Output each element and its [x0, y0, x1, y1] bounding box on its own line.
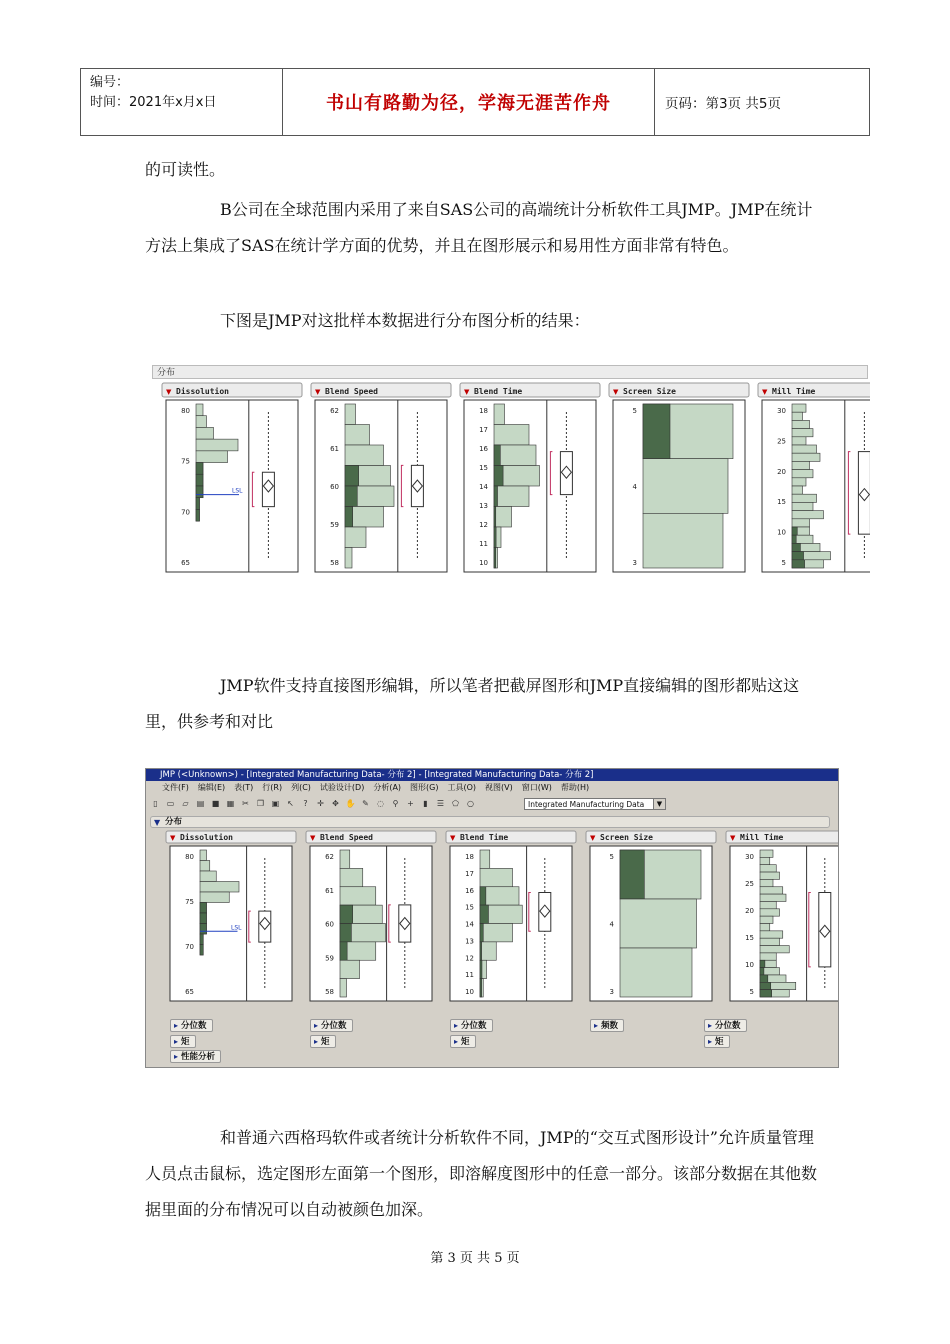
histogram-bar	[643, 513, 723, 568]
axis-tick-label: 13	[479, 502, 488, 510]
axis-tick-label: 5	[749, 988, 754, 996]
histogram-bar	[480, 924, 513, 942]
help-icon[interactable]: ?	[303, 798, 308, 808]
histogram-bar	[792, 445, 817, 453]
axis-tick-label: 12	[465, 954, 474, 963]
disclosure-icon-0: ▼	[166, 388, 172, 396]
panel-title-0: Dissolution	[180, 833, 233, 842]
frequencies-link[interactable]: ▸ 频数	[590, 1019, 624, 1032]
histogram-bar	[200, 892, 229, 903]
axis-tick-label: 15	[479, 464, 488, 472]
disclosure-icon-3: ▼	[613, 388, 619, 396]
selected-bar	[480, 924, 483, 942]
selected-bar	[200, 934, 203, 945]
histogram-bar	[345, 527, 366, 548]
time-label: 时间：2021年x月x日	[90, 95, 217, 110]
panel-title-3: Screen Size	[600, 833, 653, 842]
selected-bar	[792, 552, 804, 560]
axis-tick-label: 25	[745, 880, 754, 888]
histogram-bar	[792, 453, 820, 461]
axis-tick-label: 14	[465, 920, 474, 929]
histogram-bar	[760, 865, 776, 872]
selected-bar	[196, 509, 200, 521]
section-bar: 分布	[152, 365, 868, 379]
copy-icon[interactable]: ❐	[256, 798, 265, 808]
panel-title-3: Screen Size	[623, 387, 676, 396]
selected-bar	[480, 979, 482, 997]
histogram-bar	[340, 887, 376, 905]
paragraph-4: JMP软件支持直接图形编辑，所以笔者把截屏图形和JMP直接编辑的图形都贴这这里，供参考和对比	[145, 676, 800, 731]
histogram-bar	[345, 404, 356, 425]
axis-tick-label: 14	[479, 483, 488, 491]
histogram-bar	[792, 404, 806, 412]
selected-bar	[480, 960, 482, 978]
histogram-bar	[340, 979, 347, 997]
panel-title-2: Blend Time	[460, 833, 509, 842]
disclosure-icon-1: ▼	[315, 388, 321, 396]
axis-tick-label: 3	[632, 559, 637, 567]
axis-tick-label: 16	[479, 445, 488, 453]
chevron-down-icon[interactable]: ▼	[653, 799, 665, 809]
moments-link-3[interactable]: ▸ 矩	[450, 1035, 476, 1048]
selected-bar	[494, 507, 496, 528]
selected-bar	[760, 990, 772, 997]
histogram-bar	[792, 429, 813, 437]
distribution-plots-1	[150, 365, 870, 580]
panel-title-4: Mill Time	[772, 387, 816, 396]
axis-tick-label: 4	[632, 483, 637, 491]
axis-tick-label: 60	[330, 483, 339, 491]
histogram-bar	[200, 850, 207, 861]
selected-bar	[200, 945, 203, 956]
histogram-bar	[196, 427, 214, 439]
selected-bar	[345, 507, 353, 528]
selected-bar	[200, 924, 207, 935]
data-table-select[interactable]: Integrated Manufacturing Data ▼	[524, 798, 666, 810]
histogram-bar	[760, 850, 773, 857]
axis-tick-label: 3	[609, 988, 614, 996]
histogram-bar	[200, 871, 216, 882]
lsl-label: LSL	[231, 924, 242, 932]
selected-bar	[760, 968, 764, 975]
histogram-bar	[760, 931, 783, 938]
selected-bar	[494, 527, 496, 548]
panel-title-1: Blend Speed	[325, 387, 378, 396]
window-title: JMP (<Unknown>) - [Integrated Manufacturing Data- 分布 2] - [Integrated Manufacturing Data- 分布 2]	[146, 769, 838, 781]
menu-tools[interactable]: 工具(O)	[447, 783, 477, 792]
moments-link-1[interactable]: ▸ 矩	[170, 1035, 196, 1048]
selected-bar	[792, 543, 800, 551]
paragraph-3: 下图是JMP对这批样本数据进行分布图分析的结果：	[220, 311, 590, 330]
selected-bar	[494, 466, 503, 487]
selected-bar	[792, 560, 805, 568]
axis-tick-label: 59	[330, 521, 339, 529]
histogram-bar	[760, 901, 776, 908]
selected-bar	[620, 850, 644, 899]
selected-bar	[480, 905, 488, 923]
axis-tick-label: 5	[781, 559, 786, 567]
axis-tick-label: 16	[465, 886, 474, 895]
moments-link-2[interactable]: ▸ 矩	[310, 1035, 336, 1048]
histogram-bar	[792, 470, 813, 478]
panel-title-1: Blend Speed	[320, 833, 373, 842]
document-header	[80, 68, 870, 136]
menu-file[interactable]: 文件(F)	[162, 783, 189, 792]
axis-tick-label: 65	[185, 988, 194, 996]
menu-cols[interactable]: 列(C)	[291, 783, 311, 792]
page-info: 页码：第3页 共5页	[665, 96, 781, 112]
histogram-bar	[760, 916, 773, 923]
histogram-bar	[792, 502, 813, 510]
axis-tick-label: 30	[745, 853, 754, 861]
axis-tick-label: 20	[777, 467, 786, 476]
selected-bar	[345, 466, 359, 487]
paragraph-5: 和普通六西格玛软件或者统计分析软件不同，JMP的“交互式图形设计”允许质量管理人员点击鼠标，选定图形左面第一个图形，即溶解度图形中的任意一部分。该部分数据在其他数据里面的分布情况可以自动被颜色加深。	[145, 1128, 818, 1219]
histogram-bar	[760, 857, 770, 864]
jmp-window-screenshot	[145, 768, 839, 1068]
histogram-bar	[760, 909, 780, 916]
histogram-bar	[760, 887, 783, 894]
selected-bar	[200, 903, 207, 914]
capability-link[interactable]: ▸ 性能分析	[170, 1050, 221, 1063]
polygon-icon[interactable]: ⬠	[452, 798, 459, 808]
selected-bar	[200, 913, 207, 924]
axis-tick-label: 17	[479, 426, 488, 434]
selected-bar	[345, 486, 357, 507]
axis-tick-label: 15	[465, 903, 474, 912]
selected-bar	[480, 942, 482, 960]
crosshair-icon[interactable]: ✛	[317, 798, 324, 808]
axis-tick-label: 10	[479, 559, 488, 567]
move-icon[interactable]: ✥	[332, 798, 339, 808]
axis-tick-label: 59	[325, 954, 334, 963]
axis-tick-label: 62	[330, 407, 339, 415]
histogram-bar	[792, 412, 803, 420]
histogram-bar	[792, 519, 810, 527]
box-plot	[259, 911, 271, 942]
histogram-bar	[760, 953, 776, 960]
menu-table[interactable]: 表(T)	[234, 783, 254, 792]
selected-bar	[792, 527, 797, 535]
selected-bar	[760, 975, 768, 982]
menu-doe[interactable]: 试验设计(D)	[319, 783, 365, 792]
panel-title-2: Blend Time	[474, 387, 523, 396]
zoom-icon[interactable]: ⚲	[392, 798, 399, 808]
axis-tick-label: 60	[325, 920, 334, 929]
axis-tick-label: 75	[185, 898, 194, 906]
panel-title-4: Mill Time	[740, 833, 784, 842]
histogram-bar	[760, 946, 789, 953]
histogram-bar	[345, 425, 370, 446]
disclosure-icon-3: ▼	[590, 834, 596, 842]
new-table-icon[interactable]: ▭	[166, 798, 175, 808]
axis-tick-label: 15	[777, 498, 786, 507]
histogram-bar	[792, 511, 824, 519]
arrow-icon[interactable]: ↖	[287, 798, 294, 808]
histogram-bar	[200, 861, 210, 872]
axis-tick-label: 13	[465, 937, 474, 946]
histogram-bar	[792, 494, 817, 502]
selected-bar	[196, 463, 203, 475]
axis-tick-label: 15	[745, 934, 754, 942]
histogram-bar	[760, 894, 786, 901]
selected-bar	[196, 486, 203, 498]
axis-tick-label: 10	[777, 528, 786, 537]
axis-tick-label: 80	[181, 407, 190, 415]
list-icon[interactable]: ☰	[436, 798, 445, 808]
axis-tick-label: 70	[185, 943, 194, 951]
axis-tick-label: 65	[181, 559, 190, 567]
axis-tick-label: 10	[745, 961, 754, 969]
histogram-bar	[494, 425, 529, 446]
histogram-bar	[340, 960, 360, 978]
histogram-bar	[345, 445, 384, 466]
axis-tick-label: 62	[325, 853, 334, 861]
axis-tick-label: 61	[330, 445, 339, 453]
selected-bar	[643, 404, 670, 459]
lasso-icon[interactable]: ◌	[377, 798, 384, 808]
axis-tick-label: 75	[181, 457, 190, 466]
quantiles-link-3[interactable]: ▸ 分位数	[450, 1019, 493, 1032]
histogram-bar	[494, 486, 529, 507]
axis-tick-label: 58	[325, 988, 334, 996]
histogram-bar	[480, 868, 513, 886]
histogram-bar	[196, 451, 228, 463]
histogram-bar	[345, 548, 352, 569]
header-left-cell	[81, 69, 283, 135]
import-icon[interactable]: ▤	[196, 798, 205, 808]
disclosure-icon-4: ▼	[730, 834, 736, 842]
histogram-bar	[196, 439, 238, 451]
selected-bar	[494, 445, 500, 466]
menu-graph[interactable]: 图形(G)	[410, 783, 439, 792]
histogram-bar	[340, 868, 363, 886]
section-header[interactable]: ▼ 分布	[150, 816, 830, 828]
menu-edit[interactable]: 编辑(E)	[197, 783, 226, 792]
disclosure-icon-2: ▼	[464, 388, 470, 396]
quantiles-link-2[interactable]: ▸ 分位数	[310, 1019, 353, 1032]
selected-bar	[494, 548, 496, 569]
histogram-bar	[340, 850, 350, 868]
plot-frame-0	[166, 400, 298, 572]
disclosure-icon-0: ▼	[170, 834, 176, 842]
number-label: 编号：	[90, 75, 130, 90]
histogram-bar	[792, 420, 810, 428]
disclosure-icon-4: ▼	[762, 388, 768, 396]
axis-tick-label: 10	[465, 988, 474, 996]
axis-tick-label: 18	[479, 407, 488, 415]
selected-bar	[340, 905, 353, 923]
axis-tick-label: 61	[325, 886, 334, 895]
disclosure-icon-2: ▼	[450, 834, 456, 842]
brush-icon[interactable]: ✎	[362, 798, 369, 808]
histogram-bar	[620, 899, 697, 948]
histogram-bar	[494, 404, 505, 425]
annotate-icon[interactable]: ▮	[423, 798, 428, 808]
axis-tick-label: 18	[465, 853, 474, 861]
circle-icon[interactable]: ○	[467, 798, 474, 808]
histogram-bar	[196, 404, 203, 416]
histogram-bar	[480, 850, 490, 868]
axis-tick-label: 12	[479, 521, 488, 529]
selected-bar	[340, 942, 347, 960]
moments-link-5[interactable]: ▸ 矩	[704, 1035, 730, 1048]
menu-rows[interactable]: 行(R)	[262, 783, 283, 792]
histogram-bar	[196, 416, 207, 428]
hand-icon[interactable]: ✋	[345, 798, 356, 808]
histogram-bar	[792, 478, 806, 486]
disclosure-icon-1: ▼	[310, 834, 316, 842]
quantiles-link-5[interactable]: ▸ 分位数	[704, 1019, 747, 1032]
menu-help[interactable]: 帮助(H)	[560, 783, 590, 792]
selected-bar	[792, 535, 796, 543]
histogram-bar	[200, 882, 239, 893]
axis-tick-label: 20	[745, 907, 754, 915]
lsl-label: LSL	[232, 487, 243, 495]
quantiles-link-1[interactable]: ▸ 分位数	[170, 1019, 213, 1032]
histogram-bar	[620, 948, 692, 997]
axis-tick-label: 11	[465, 971, 474, 980]
motto: 书山有路勤为径，学海无涯苦作舟	[283, 69, 655, 135]
paragraph-1: 的可读性。	[145, 160, 226, 179]
axis-tick-label: 80	[185, 853, 194, 861]
axis-tick-label: 5	[632, 407, 637, 415]
histogram-bar	[792, 437, 806, 445]
axis-tick-label: 70	[181, 508, 190, 517]
page-footer: 第 3 页 共 5 页	[430, 1251, 520, 1266]
selected-bar	[760, 960, 765, 967]
box-plot	[411, 465, 423, 506]
menu-view[interactable]: 视图(V)	[485, 783, 513, 792]
histogram-bar	[494, 507, 512, 528]
histogram-bar	[760, 938, 780, 945]
box-plot	[262, 472, 274, 506]
axis-tick-label: 58	[330, 559, 339, 567]
axis-tick-label: 25	[777, 437, 786, 446]
plus-icon[interactable]: +	[407, 798, 414, 808]
paste-icon[interactable]: ▣	[271, 798, 280, 808]
save-icon[interactable]: ■	[211, 798, 220, 808]
menu-analyze[interactable]: 分析(A)	[373, 783, 402, 792]
histogram-bar	[760, 924, 770, 931]
histogram-bar	[760, 879, 773, 886]
histogram-bar	[792, 486, 803, 494]
axis-tick-label: 5	[609, 853, 614, 861]
axis-tick-label: 11	[479, 540, 488, 548]
distribution-figure-1	[150, 365, 870, 580]
histogram-bar	[792, 461, 810, 469]
selected-bar	[760, 982, 771, 989]
cut-icon[interactable]: ✂	[242, 798, 249, 808]
disclosure-icon[interactable]: ▼	[154, 818, 161, 827]
selected-bar	[480, 887, 486, 905]
print-icon[interactable]: ▦	[226, 798, 235, 808]
axis-tick-label: 4	[609, 920, 614, 929]
paragraph-2: B公司在全球范围内采用了来自SAS公司的高端统计分析软件工具JMP。JMP在统计方法上集成了SAS在统计学方面的优势，并且在图形展示和易用性方面非常有特色。	[145, 200, 813, 255]
panel-title-0: Dissolution	[176, 387, 229, 396]
histogram-bar	[480, 942, 496, 960]
menu-window[interactable]: 窗口(W)	[521, 783, 552, 792]
histogram-bar	[643, 459, 728, 514]
selected-bar	[340, 924, 351, 942]
axis-tick-label: 30	[777, 407, 786, 415]
new-icon[interactable]: ▯	[153, 798, 158, 808]
open-icon[interactable]: ▱	[182, 798, 189, 808]
axis-tick-label: 17	[465, 869, 474, 878]
histogram-bar	[760, 872, 780, 879]
selected-bar	[196, 498, 200, 510]
selected-bar	[196, 474, 203, 486]
selected-bar	[494, 486, 498, 507]
box-plot	[399, 905, 411, 942]
